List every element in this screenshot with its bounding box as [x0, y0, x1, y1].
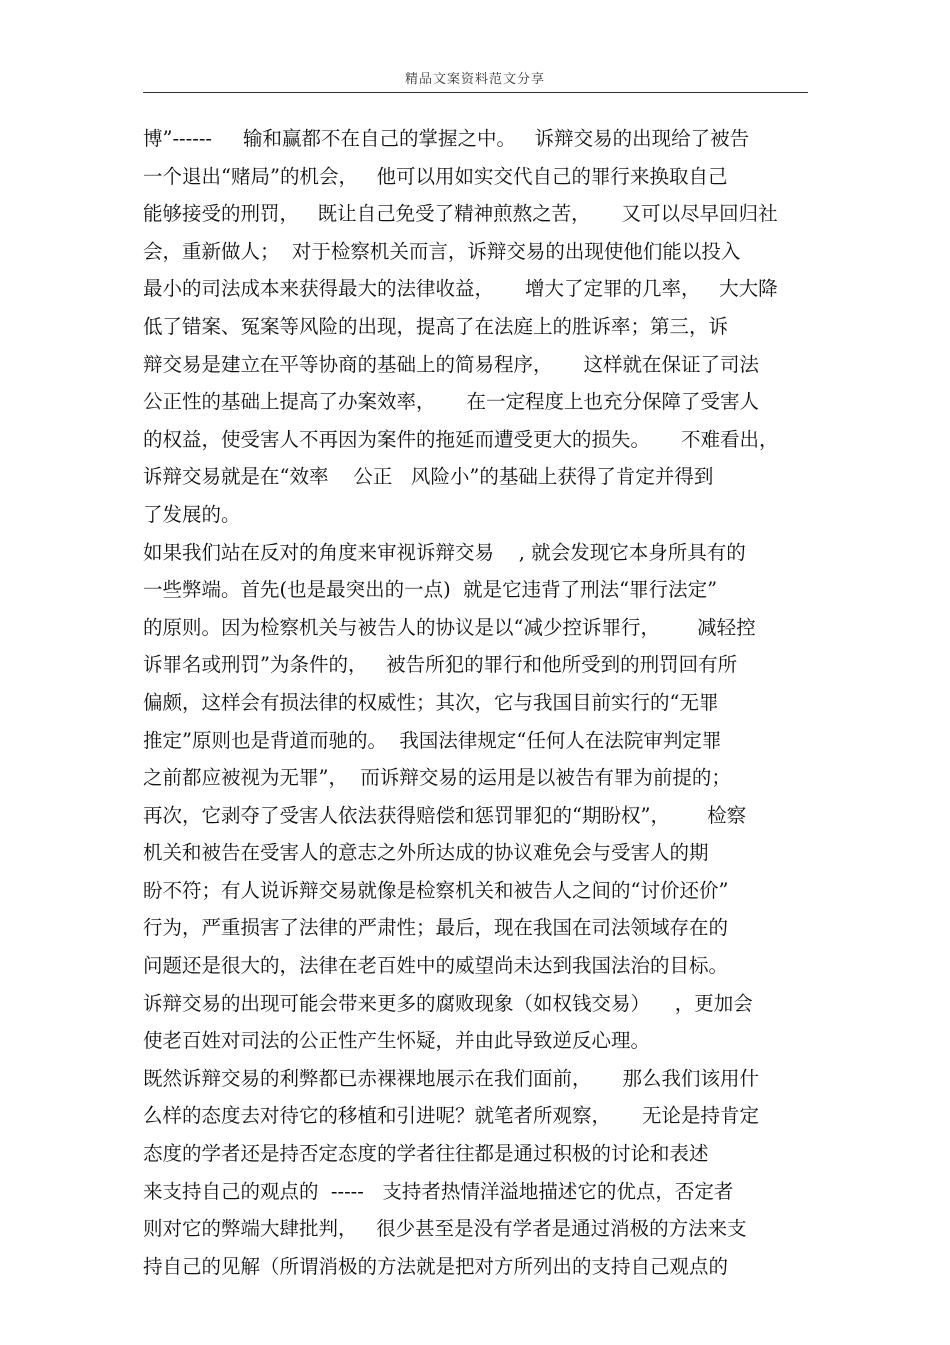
text-line: 么样的态度去对待它的移植和引进呢？就笔者所观察， 无论是持肯定	[143, 1104, 759, 1128]
text-line: 诉罪名或刑罚”为条件的， 被告所犯的罪行和他所受到的刑罚回有所	[143, 653, 738, 677]
text-line: 问题还是很大的，法律在老百姓中的威望尚未达到我国法治的目标。	[143, 954, 729, 978]
text-line: 了发展的。	[143, 502, 241, 526]
text-line: 辩交易是建立在平等协商的基础上的简易程序， 这样就在保证了司法	[143, 352, 759, 376]
document-body	[143, 120, 813, 1285]
text-line: 诉辩交易的出现可能会带来更多的腐败现象（如权钱交易） ，更加会	[143, 991, 753, 1015]
text-line: 盼不符；有人说诉辩交易就像是检察机关和被告人之间的“讨价还价”	[143, 878, 729, 902]
text-line: 诉辩交易就是在“效率 公正 风险小”的基础上获得了肯定并得到	[143, 465, 714, 489]
text-line: 既然诉辩交易的利弊都已赤裸裸地展示在我们面前， 那么我们该用什	[143, 1066, 759, 1090]
text-line: 公正性的基础上提高了办案效率， 在一定程度上也充分保障了受害人	[143, 390, 759, 414]
text-line: 之前都应被视为无罪”， 而诉辩交易的运用是以被告有罪为前提的；	[143, 766, 731, 790]
text-line: 一个退出“赌局”的机会， 他可以用如实交代自己的罪行来换取自己	[143, 164, 728, 188]
text-line: 持自己的见解（所谓消极的方法就是把对方所列出的支持自己观点的	[143, 1254, 729, 1278]
text-line: 最小的司法成本来获得最大的法律收益， 增大了定罪的几率， 大大降	[143, 277, 778, 301]
text-line: 如果我们站在反对的角度来审视诉辩交易 , 就会发现它本身所具有的	[143, 540, 746, 564]
text-line: 会，重新做人； 对于检察机关而言，诉辩交易的出现使他们能以投入	[143, 239, 741, 263]
text-line: 偏颇，这样会有损法律的权威性；其次，它与我国目前实行的“无罪	[143, 690, 719, 714]
text-line: 使老百姓对司法的公正性产生怀疑，并由此导致逆反心理。	[143, 1029, 651, 1053]
header-divider	[143, 92, 808, 93]
text-line: 则对它的弊端大肆批判， 很少甚至是没有学者是通过消极的方法来支	[143, 1217, 747, 1241]
text-line: 一些弊端。首先(也是最突出的一点) 就是它违背了刑法“罪行法定”	[143, 578, 718, 602]
text-line: 的权益，使受害人不再因为案件的拖延而遭受更大的损失。 不难看出，	[143, 427, 779, 451]
text-line: 行为，严重损害了法律的严肃性；最后，现在我国在司法领域存在的	[143, 916, 729, 940]
page-header: 精品文案资料范文分享	[404, 72, 545, 87]
text-line: 推定”原则也是背道而驰的。 我国法律规定“任何人在法院审判定罪	[143, 728, 722, 752]
text-line: 能够接受的刑罚， 既让自己免受了精神煎熬之苦， 又可以尽早回归社	[143, 202, 778, 226]
text-line: 来支持自己的观点的 ----- 支持者热情洋溢地描述它的优点，否定者	[143, 1179, 734, 1203]
text-line: 再次，它剥夺了受害人依法获得赔偿和惩罚罪犯的“期盼权”， 检察	[143, 803, 747, 827]
text-line: 机关和被告在受害人的意志之外所达成的协议难免会与受害人的期	[143, 841, 709, 865]
text-line: 态度的学者还是持否定态度的学者往往都是通过积极的讨论和表述	[143, 1142, 709, 1166]
text-line: 博”------ 输和赢都不在自己的掌握之中。 诉辩交易的出现给了被告	[143, 127, 750, 150]
text-line: 的原则。因为检察机关与被告人的协议是以“减少控诉罪行， 减轻控	[143, 615, 756, 639]
text-line: 低了错案、冤案等风险的出现，提高了在法庭上的胜诉率；第三，诉	[143, 314, 729, 338]
